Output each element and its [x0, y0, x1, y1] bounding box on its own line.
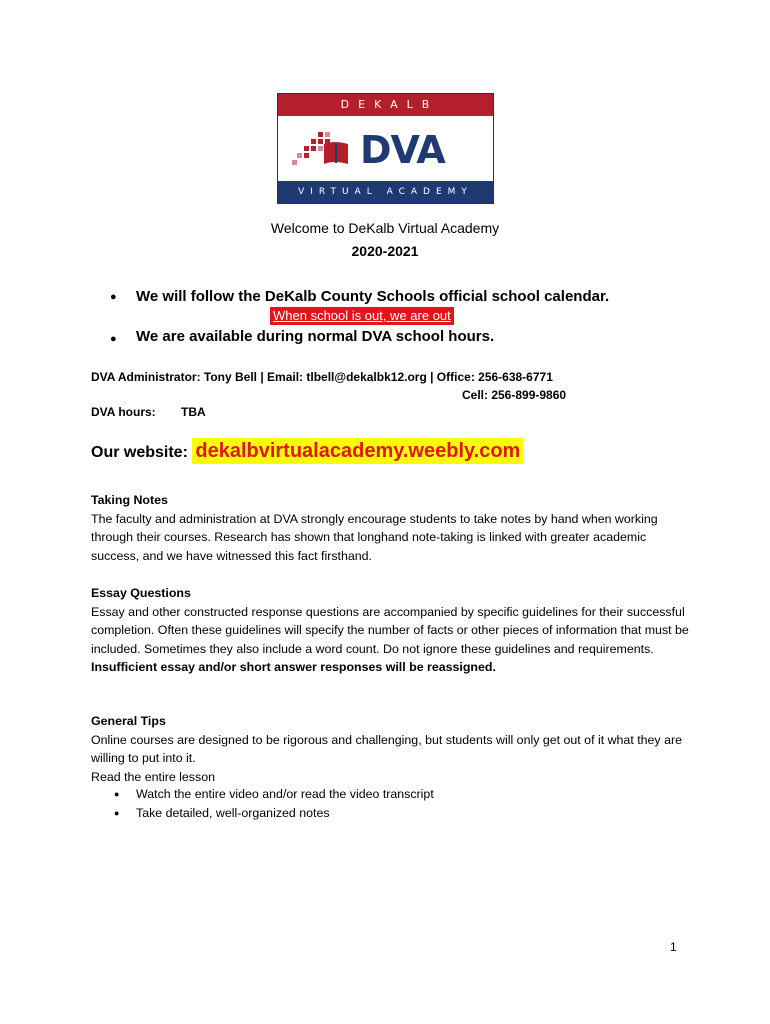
bullet-icon: ● [114, 807, 120, 818]
cell-phone: Cell: 256-899-9860 [462, 388, 567, 402]
page-title: Welcome to DeKalb Virtual Academy [270, 220, 500, 236]
bullet-icon: ● [110, 291, 117, 303]
logo-wordmark: DVA [360, 128, 445, 172]
bullet-icon: ● [114, 789, 120, 799]
hours-point: We are available during normal DVA school hours. [136, 328, 495, 345]
bullet-icon: ● [110, 333, 117, 345]
hours-label: DVA hours: [91, 405, 156, 419]
list-item [110, 328, 494, 345]
logo-top-banner: DEKALB [278, 94, 493, 116]
website-label: Our website: [91, 444, 188, 461]
section-body: Online courses are designed to be rigorous and challenging, but students will only get out of it what they are willing to put into it. [91, 732, 682, 765]
dva-hours [91, 405, 206, 419]
hours-value: TBA [181, 405, 206, 419]
taking-notes-section [91, 491, 691, 565]
page-number: 1 [670, 940, 677, 954]
reassign-warning: Insufficient essay and/or short answer responses will be reassigned. [91, 660, 496, 674]
essay-questions-section [91, 584, 691, 677]
tip-text: Watch the entire video and/or read the video transcript [136, 787, 434, 801]
section-body: The faculty and administration at DVA strongly encourage students to take notes by hand when working through their courses. Research has shown that longhand note-taking is linked with greater academic success, and we have witnessed this fact firsthand. [91, 511, 658, 563]
list-item [114, 804, 434, 823]
section-heading: Taking Notes [91, 493, 168, 507]
website-line [91, 440, 523, 463]
list-item [114, 785, 434, 804]
logo-middle [278, 116, 493, 182]
red-notice: When school is out, we are out [270, 307, 454, 325]
tips-list [114, 785, 434, 822]
key-points [110, 286, 670, 308]
tips-line: Read the entire lesson [91, 769, 215, 784]
list-item [110, 286, 670, 308]
section-heading: General Tips [91, 714, 166, 728]
school-year: 2020-2021 [351, 243, 419, 259]
logo-bottom-banner: VIRTUAL ACADEMY [278, 181, 493, 203]
dva-logo [277, 93, 494, 204]
tip-text: Take detailed, well-organized notes [136, 805, 330, 820]
calendar-point: We will follow the DeKalb County Schools official school calendar. [136, 288, 610, 305]
section-body: Essay and other constructed response questions are accompanied by specific guidelines for their successful completion. Often these guidelines will specify the number of facts or other pieces of information that must be included. Sometimes they also include a word count. Do not ignore these guidelines and requirements. [91, 604, 689, 656]
website-link[interactable]: dekalbvirtualacademy.weebly.com [192, 438, 523, 464]
pixel-book-icon [292, 130, 352, 168]
section-heading: Essay Questions [91, 586, 191, 600]
admin-contact: DVA Administrator: Tony Bell | Email: tlbell@dekalbk12.org | Office: 256-638-6771 [91, 370, 553, 384]
general-tips-section [91, 712, 691, 786]
